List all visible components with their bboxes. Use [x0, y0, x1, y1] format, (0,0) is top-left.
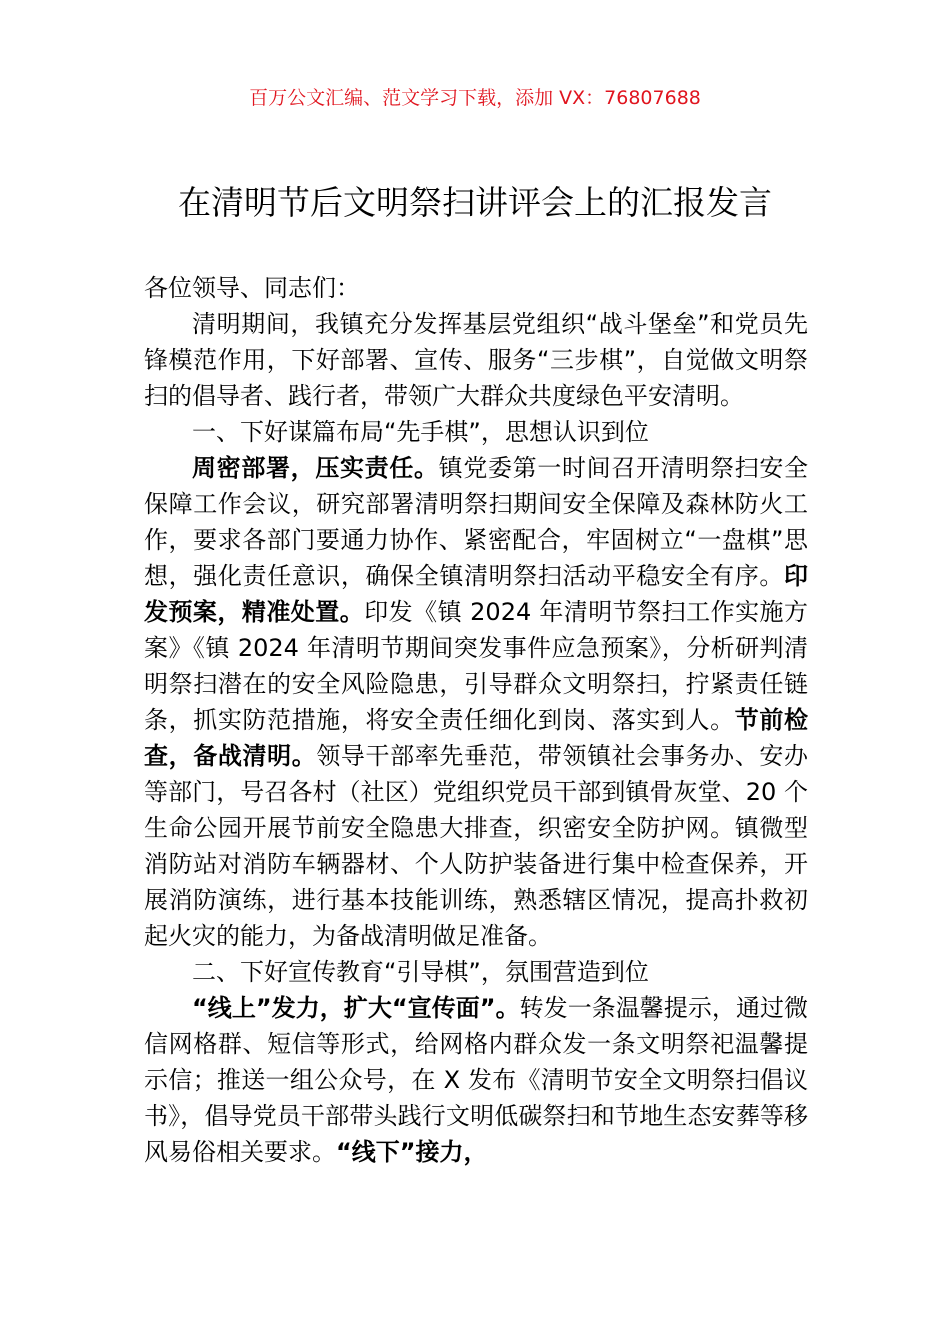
section-1-heading: 一、下好谋篇布局“先手棋”，思想认识到位 [192, 418, 649, 446]
section-1-lead-1: 周密部署，压实责任。 [192, 454, 439, 482]
section-2-text-1: 转发一条温馨提示，通过微信网格群、短信等形式，给网格内群众发一条文明祭祀温馨提示信；推送一组公众号，在 X 发布《清明节安全文明祭扫倡议书》，倡导党员干部带头践行文明低碳祭扫和节地生态安葬等移风易俗相关要求。 [144, 994, 809, 1166]
document-body [144, 270, 808, 1170]
section-2-heading: 二、下好宣传教育“引导棋”，氛围营造到位 [192, 958, 649, 986]
section-1-text-1: 镇党委第一时间召开清明祭扫安全保障工作会议，研究部署清明祭扫期间安全保障及森林防火工作，要求各部门要通力协作、紧密配合，牢固树立“一盘棋”思想，强化责任意识，确保全镇清明祭扫活动平稳安全有序。 [144, 454, 809, 590]
section-2-lead-1: “线上”发力，扩大“宣传面”。 [192, 994, 520, 1022]
section-1-text-3: 领导干部率先垂范，带领镇社会事务办、安办等部门，号召各村（社区）党组织党员干部到镇骨灰堂、20 个生命公园开展节前安全隐患大排查，织密安全防护网。镇微型消防站对消防车辆器材、个人防护装备进行集中检查保养，开展消防演练，进行基本技能训练，熟悉辖区情况，提高扑救初起火灾的能力，为备战清明做足准备。 [144, 742, 809, 950]
section-2-paragraph [144, 990, 808, 1170]
intro-paragraph: 清明期间，我镇充分发挥基层党组织“战斗堡垒”和党员先锋模范作用，下好部署、宣传、服务“三步棋”，自觉做文明祭扫的倡导者、践行者，带领广大群众共度绿色平安清明。 [144, 310, 808, 410]
document-title: 在清明节后文明祭扫讲评会上的汇报发言 [178, 183, 772, 222]
header-banner: 百万公文汇编、范文学习下载，添加 VX：76807688 [249, 87, 701, 109]
section-1-lead-3: 节前检查，备战清明。 [144, 706, 809, 770]
section-1-paragraph [144, 450, 808, 954]
salutation: 各位领导、同志们： [144, 274, 360, 302]
section-1-text-2: 印发《镇 2024 年清明节祭扫工作实施方案》《镇 2024 年清明节期间突发事件应急预案》，分析研判清明祭扫潜在的安全风险隐患，引导群众文明祭扫，拧紧责任链条，抓实防范措施，将安全责任细化到岗、落实到人。 [144, 598, 808, 734]
section-1-lead-2: 印发预案，精准处置。 [144, 562, 808, 626]
section-2-lead-2: “线下”接力， [336, 1138, 488, 1166]
